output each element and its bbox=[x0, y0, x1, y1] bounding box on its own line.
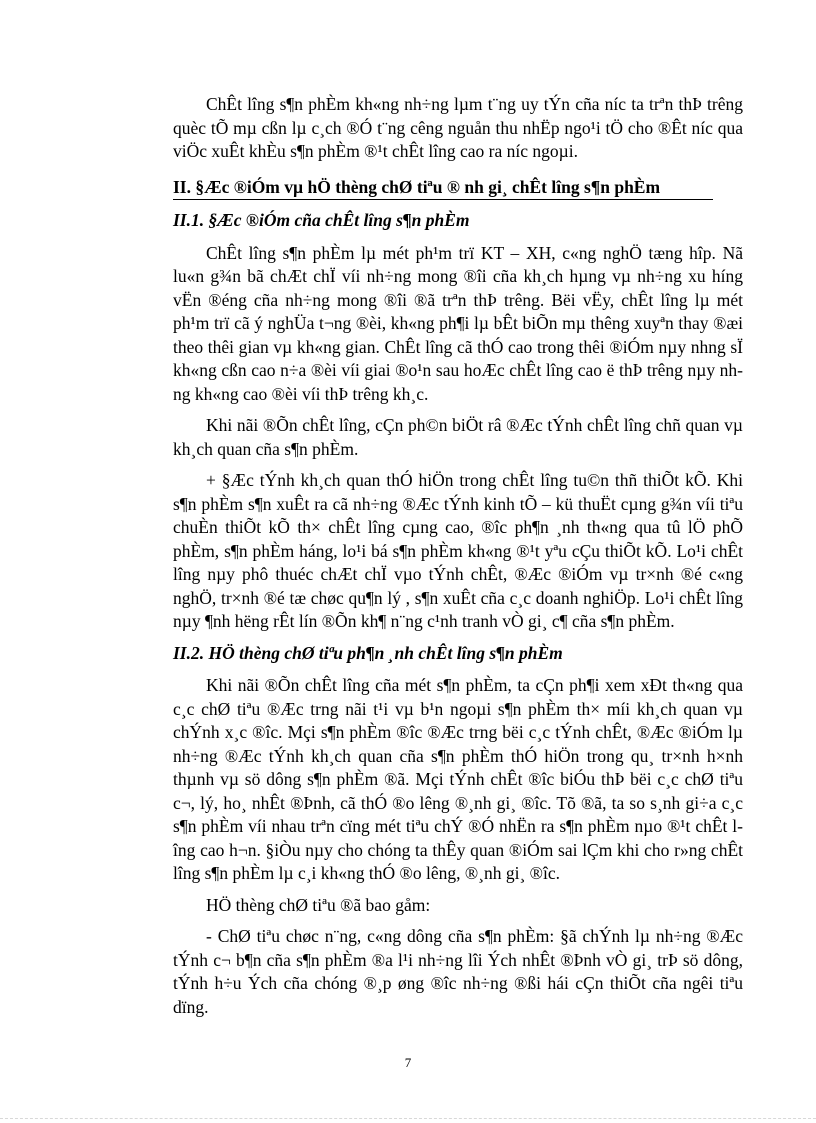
section-heading-ii: II. §Æc ®iÓm vµ hÖ thèng chØ tiªu ® nh gi¸ chÊt lîng s¶n phÈm bbox=[173, 176, 713, 201]
paragraph-indicator-list-intro: HÖ thèng chØ tiªu ®ã bao gåm: bbox=[206, 894, 431, 915]
page-number: 7 bbox=[404, 1055, 412, 1070]
paragraph-quality-export: ChÊt lîng s¶n phÈm kh«ng nh÷ng lµm t¨ng uy tÝn cña níc ta trªn thÞ trêng quèc tÕ mµ cßn lµ c¸ch ®Ó t¨ng cêng nguån thu nhËp ngo¹i tÖ cho ®Êt níc qua viÖc xuÊt khÈu s¶n phÈm ®¹t chÊt lîng cao ra níc ngoµi. bbox=[173, 94, 743, 161]
paragraph-objective-characteristics: + §Æc tÝnh kh¸ch quan thÓ hiÖn trong chÊt lîng tu©n thñ thiÕt kÕ. Khi s¶n phÈm s¶n xuÊt ra cã nh÷ng ®Æc tÝnh kinh tÕ – kü thuËt cµng g¾n víi tiªu chuÈn thiÕt kÕ th× chÊt lîng cµng cao, ®îc ph¶n ¸nh th«ng qua tû lÖ phÕ phÈm, s¶n phÈm háng, lo¹i bá s¶n phÈm kh«ng ®¹t yªu cÇu thiÕt kÕ. Lo¹i chÊt lîng nµy phô thuéc chÆt chÏ vµo tÝnh chÊt, ®Æc ®iÓm vµ tr×nh ®é c«ng nghÖ, tr×nh ®é tæ chøc qu¶n lý , s¶n xuÊt cña c¸c doanh nghiÖp. Lo¹i chÊt lîng nµy ¶nh hëng rÊt lín ®Õn kh¶ n¨ng c¹nh tranh vÒ gi¸ c¶ cña s¶n phÈm. bbox=[173, 470, 743, 631]
page-bottom-divider bbox=[0, 1118, 816, 1119]
paragraph-quality-category: ChÊt lîng s¶n phÈm lµ mét ph¹m trï KT – XH, c«ng nghÖ tæng hîp. Nã lu«n g¾n bã chÆt chÏ víi nh÷ng mong ®îi cña kh¸ch hµng vµ nh÷ng xu híng vËn ®éng cña nh÷ng mong ®îi ®ã trªn thÞ trêng. Bëi vËy, chÊt lîng lµ mét ph¹m trï cã ý nghÜa t¬ng ®èi, kh«ng ph¶i lµ bÊt biÕn mµ thêng xuyªn thay ®æi theo thêi gian vµ kh«ng gian. ChÊt lîng cã thÓ cao trong thêi ®iÓm nµy nhng sÏ kh«ng cßn cao n÷a ®èi víi giai ®o¹n sau hoÆc chÊt lîng cao ë thÞ trêng nµy nhng kh«ng cao ®èi víi thÞ trêng kh¸c. bbox=[173, 242, 743, 404]
paragraph-subjective-objective: Khi nãi ®Õn chÊt lîng, cÇn ph©n biÖt râ ®Æc tÝnh chÊt lîng chñ quan vµ kh¸ch quan cña s¶n phÈm. bbox=[173, 415, 743, 459]
subsection-heading-ii2: II.2. HÖ thèng chØ tiªu ph¶n ¸nh chÊt lîng s¶n phÈm bbox=[173, 642, 563, 663]
document-body bbox=[173, 93, 743, 1027]
paragraph-indicator-evaluation: Khi nãi ®Õn chÊt lîng cña mét s¶n phÈm, ta cÇn ph¶i xem xÐt th«ng qua c¸c chØ tiªu ®Æc trng nãi t¹i vµ b¹n ngoµi s¶n phÈm th× míi kh¸ch quan vµ chÝnh x¸c ®îc. Mçi s¶n phÈm ®îc ®Æc trng bëi c¸c tÝnh chÊt, ®Æc ®iÓm lµ nh÷ng ®Æc tÝnh kh¸ch quan cña s¶n phÈm thÓ hiÖn trong qu¸ tr×nh h×nh thµnh vµ sö dông s¶n phÈm ®ã. Mçi tÝnh chÊt ®îc biÓu thÞ bëi c¸c chØ tiªu c¬, lý, ho¸ nhÊt ®Þnh, cã thÓ ®o lêng ®¸nh gi¸ ®îc. Tõ ®ã, ta so s¸nh gi÷a c¸c s¶n phÈm víi nhau trªn cïng mét tiªu chÝ ®Ó nhËn ra s¶n phÈm nµo ®¹t chÊt lîng cao h¬n. §iÒu nµy cho chóng ta thÊy quan ®iÓm sai lÇm khi cho r»ng chÊt lîng s¶n phÈm lµ c¸i kh«ng thÓ ®o lêng, ®¸nh gi¸ ®îc. bbox=[173, 675, 743, 883]
paragraph-function-indicator: - ChØ tiªu chøc n¨ng, c«ng dông cña s¶n phÈm: §ã chÝnh lµ nh÷ng ®Æc tÝnh c¬ b¶n cña s¶n phÈm ®a l¹i nh÷ng lîi Ých nhÊt ®Þnh vÒ gi¸ trÞ sö dông, tÝnh h÷u Ých cña chóng ®¸p øng ®îc nh÷ng ®ßi hái cÇn thiÕt cña ngêi tiªu dïng. bbox=[173, 926, 743, 1017]
subsection-heading-ii1: II.1. §Æc ®iÓm cña chÊt lîng s¶n phÈm bbox=[173, 210, 470, 230]
